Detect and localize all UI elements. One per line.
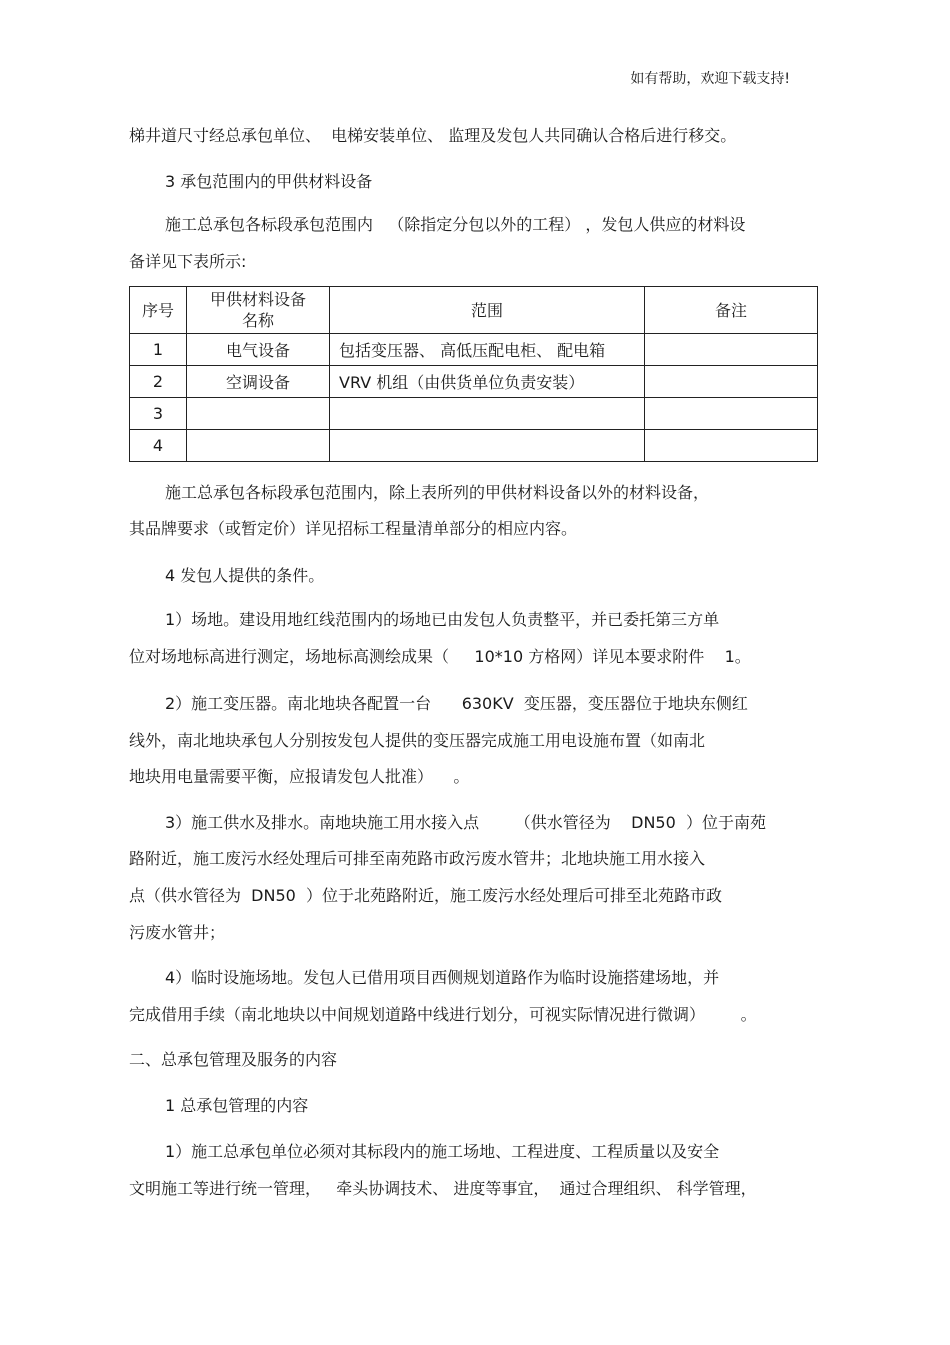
cell-remark: [645, 430, 818, 462]
body-line: 1）场地。建设用地红线范围内的场地已由发包人负责整平，并已委托第三方单: [165, 610, 720, 629]
header-index: 序号: [130, 287, 187, 334]
table-row: [130, 366, 818, 398]
section-heading: 1 总承包管理的内容: [165, 1096, 309, 1115]
body-line: 完成借用手续（南北地块以中间规划道路中线进行划分，可视实际情况进行微调） 。: [129, 1005, 757, 1024]
header-note: 如有帮助，欢迎下载支持!: [630, 71, 790, 87]
body-line: 梯井道尺寸经总承包单位、 电梯安装单位、 监理及发包人共同确认合格后进行移交。: [129, 126, 737, 145]
table-row: [130, 430, 818, 462]
header-remark: 备注: [645, 287, 818, 334]
body-line: 其品牌要求（或暂定价）详见招标工程量清单部分的相应内容。: [129, 519, 578, 538]
body-line: 路附近，施工废污水经处理后可排至南苑路市政污废水管井；北地块施工用水接入: [129, 849, 706, 868]
header-scope: 范围: [330, 287, 645, 334]
body-line: 位对场地标高进行测定，场地标高测绘成果（ 10*10 方格网）详见本要求附件 1。: [129, 647, 751, 666]
cell-index: 1: [130, 334, 187, 366]
body-line: 1）施工总承包单位必须对其标段内的施工场地、工程进度、工程质量以及安全: [165, 1142, 720, 1161]
body-line: 4）临时设施场地。发包人已借用项目西侧规划道路作为临时设施搭建场地，并: [165, 968, 720, 987]
cell-name: 空调设备: [187, 366, 330, 398]
body-line: 地块用电量需要平衡，应报请发包人批准） 。: [129, 767, 470, 786]
cell-remark: [645, 366, 818, 398]
table-header-row: [130, 287, 818, 334]
body-line: 点（供水管径为 DN50 ）位于北苑路附近，施工废污水经处理后可排至北苑路市政: [129, 886, 722, 905]
body-line: 3）施工供水及排水。南地块施工用水接入点 （供水管径为 DN50 ）位于南苑: [165, 813, 766, 832]
cell-name: [187, 398, 330, 430]
header-name: 甲供材料设备 名称: [187, 287, 330, 334]
cell-index: 2: [130, 366, 187, 398]
cell-name: 电气设备: [187, 334, 330, 366]
body-line: 2）施工变压器。南北地块各配置一台 630KV 变压器，变压器位于地块东侧红: [165, 694, 748, 713]
body-line: 线外，南北地块承包人分别按发包人提供的变压器完成施工用电设施布置（如南北: [129, 731, 706, 750]
section-heading: 3 承包范围内的甲供材料设备: [165, 172, 373, 191]
cell-scope: 包括变压器、 高低压配电柜、 配电箱: [330, 334, 645, 366]
body-line: 污废水管井；: [129, 923, 226, 942]
cell-remark: [645, 334, 818, 366]
cell-scope: [330, 398, 645, 430]
cell-scope: [330, 430, 645, 462]
table-row: [130, 334, 818, 366]
cell-index: 4: [130, 430, 187, 462]
section-heading: 4 发包人提供的条件。: [165, 566, 325, 585]
body-line: 施工总承包各标段承包范围内，除上表所列的甲供材料设备以外的材料设备，: [165, 483, 710, 502]
table-row: [130, 398, 818, 430]
cell-scope: VRV 机组（由供货单位负责安装）: [330, 366, 645, 398]
cell-name: [187, 430, 330, 462]
cell-remark: [645, 398, 818, 430]
body-line: 施工总承包各标段承包范围内 （除指定分包以外的工程） ，发包人供应的材料设: [165, 215, 746, 234]
body-line: 文明施工等进行统一管理， 牵头协调技术、 进度等事宜， 通过合理组织、 科学管理，: [129, 1179, 757, 1198]
supply-materials-table: [129, 286, 818, 462]
section-heading: 二、总承包管理及服务的内容: [129, 1050, 338, 1069]
body-line: 备详见下表所示:: [129, 252, 247, 271]
cell-index: 3: [130, 398, 187, 430]
